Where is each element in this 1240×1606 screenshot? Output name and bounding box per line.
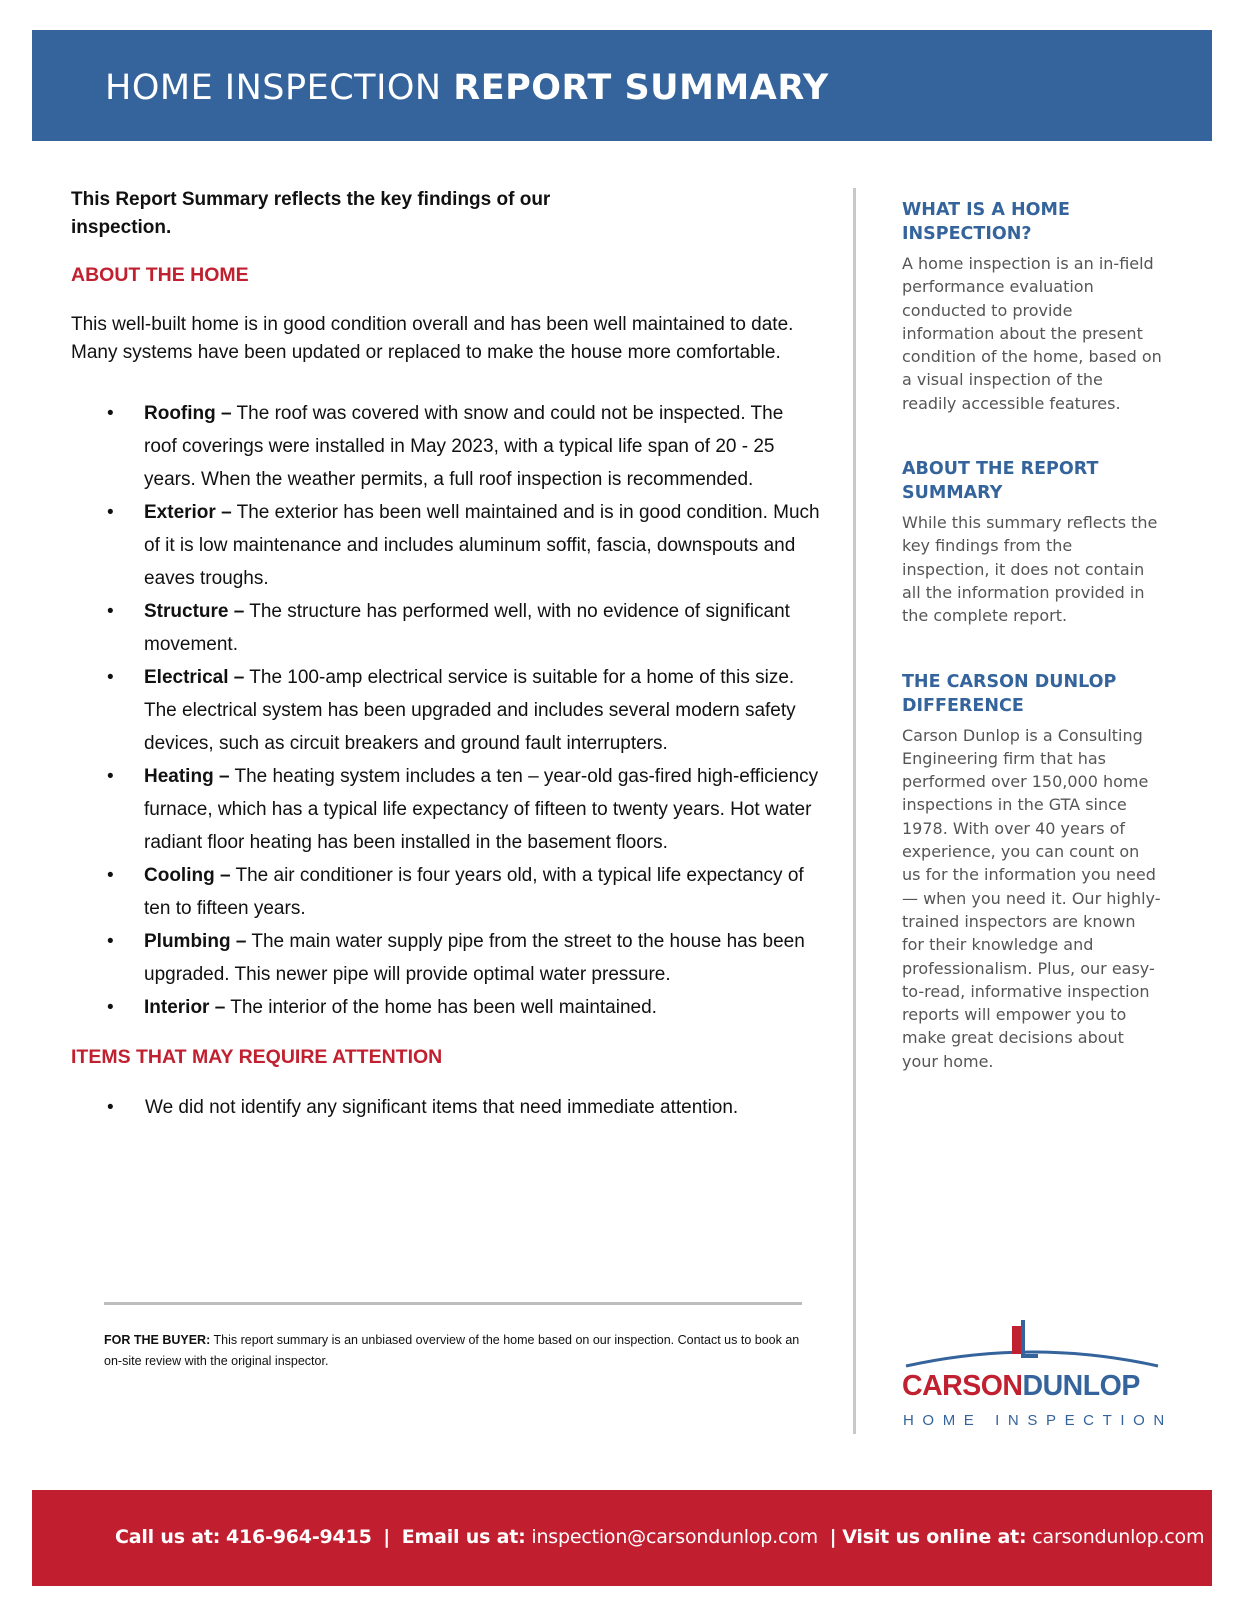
logo-roof-icon: [902, 1318, 1162, 1370]
sidebar-block-what-is: [902, 198, 1162, 415]
finding-item-structure: [71, 595, 821, 661]
sidebar-heading: ABOUT THE REPORT SUMMARY: [902, 459, 1099, 504]
carson-dunlop-logo: [902, 1318, 1173, 1429]
footer-call-label: Call us at:: [115, 1526, 221, 1548]
finding-term: Roofing –: [144, 403, 232, 424]
bullet-icon: •: [107, 502, 114, 523]
bullet-icon: •: [107, 865, 114, 886]
finding-term: Structure –: [144, 601, 245, 622]
attention-item-text: We did not identify any significant items that need immediate attention.: [145, 1097, 739, 1118]
horizontal-divider: [104, 1302, 802, 1305]
finding-term: Cooling –: [144, 865, 231, 886]
finding-item-plumbing: [71, 925, 821, 991]
finding-text: The heating system includes a ten – year-old gas-fired high-efficiency furnace, which has a typical life expectancy of fifteen to twenty years. Hot water radiant floor heating has been installed in the basement floors.: [144, 766, 819, 853]
finding-item-electrical: [71, 661, 821, 760]
bullet-icon: •: [107, 667, 114, 688]
finding-term: Exterior –: [144, 502, 232, 523]
bullet-icon: •: [107, 1097, 114, 1118]
about-paragraph: This well-built home is in good condition overall and has been well maintained to date. Many systems have been updated or replaced to make the house more comfortable.: [71, 314, 794, 363]
footer-contact: [115, 1526, 1204, 1548]
findings-list: [71, 397, 821, 1024]
bullet-icon: •: [107, 601, 114, 622]
finding-term: Plumbing –: [144, 931, 247, 952]
logo-wordmark: [902, 1370, 1140, 1403]
finding-item-cooling: [71, 859, 821, 925]
vertical-divider: [853, 188, 856, 1434]
attention-list: [71, 1091, 821, 1124]
sidebar: [902, 198, 1162, 1073]
finding-text: The 100-amp electrical service is suitable for a home of this size. The electrical system has been upgraded and includes several modern safety devices, such as circuit breakers and ground fault interrupters.: [144, 667, 796, 754]
bullet-icon: •: [107, 931, 114, 952]
footer-website-link[interactable]: carsondunlop.com: [1032, 1526, 1205, 1548]
finding-text: The interior of the home has been well maintained.: [225, 997, 657, 1018]
page-title: [105, 68, 829, 108]
finding-item-interior: [71, 991, 821, 1024]
buyer-note-label: FOR THE BUYER:: [104, 1333, 211, 1347]
logo-word-dunlop: DUNLOP: [1022, 1370, 1140, 1402]
finding-text: The roof was covered with snow and could not be inspected. The roof coverings were installed in May 2023, with a typical life span of 20 - 25 years. When the weather permits, a full roof inspection is recommended.: [144, 403, 784, 490]
logo-word-carson: CARSON: [902, 1370, 1023, 1402]
finding-text: The air conditioner is four years old, with a typical life expectancy of ten to fifteen years.: [144, 865, 804, 919]
page-title-bold: REPORT SUMMARY: [453, 68, 829, 108]
sidebar-text: While this summary reflects the key findings from the inspection, it does not contain all the information provided in the complete report.: [902, 513, 1158, 626]
sidebar-text: Carson Dunlop is a Consulting Engineering firm that has performed over 150,000 home inspections in the GTA since 1978. With over 40 years of experience, you can count on us for the information you need — when you need it. Our highly-trained inspectors are known for their knowledge and professionalism. Plus, our easy-to-read, informative inspection reports will empower you to make great decisions about your home.: [902, 725, 1161, 1071]
sidebar-heading: THE CARSON DUNLOP DIFFERENCE: [902, 671, 1117, 716]
footer-separator: |: [383, 1526, 391, 1548]
intro-text: This Report Summary reflects the key findings of our inspection.: [71, 189, 551, 238]
attention-heading: ITEMS THAT MAY REQUIRE ATTENTION: [71, 1046, 443, 1068]
footer-separator: |: [829, 1526, 837, 1548]
footer-email-label: Email us at:: [401, 1526, 526, 1548]
finding-text: The exterior has been well maintained and is in good condition. Much of it is low maintenance and includes aluminum soffit, fascia, downspouts and eaves troughs.: [144, 502, 820, 589]
finding-text: The structure has performed well, with no evidence of significant movement.: [144, 601, 790, 655]
sidebar-heading: WHAT IS A HOME INSPECTION?: [902, 200, 1070, 244]
footer-web-label: Visit us online at:: [842, 1526, 1027, 1548]
bullet-icon: •: [107, 766, 114, 787]
finding-item-exterior: [71, 496, 821, 595]
page-title-light: HOME INSPECTION: [105, 68, 442, 108]
finding-term: Heating –: [144, 766, 230, 787]
attention-item: [71, 1091, 821, 1124]
about-heading: ABOUT THE HOME: [71, 264, 249, 286]
footer-phone[interactable]: 416-964-9415: [226, 1526, 372, 1548]
finding-item-roofing: [71, 397, 821, 496]
bullet-icon: •: [107, 997, 114, 1018]
buyer-note: [104, 1330, 804, 1372]
footer-bar: [32, 1490, 1212, 1586]
logo-subtitle: HOME INSPECTION: [903, 1412, 1173, 1429]
footer-email-link[interactable]: inspection@carsondunlop.com: [531, 1526, 818, 1548]
finding-term: Electrical –: [144, 667, 245, 688]
main-content: [71, 186, 821, 1124]
sidebar-block-about-report: [902, 457, 1162, 627]
bullet-icon: •: [107, 403, 114, 424]
sidebar-block-difference: [902, 670, 1162, 1073]
finding-term: Interior –: [144, 997, 226, 1018]
buyer-note-text: This report summary is an unbiased overview of the home based on our inspection. Contact us to book an on-site review with the original inspector.: [104, 1333, 800, 1368]
finding-item-heating: [71, 760, 821, 859]
header-bar: [32, 30, 1212, 141]
finding-text: The main water supply pipe from the street to the house has been upgraded. This newer pipe will provide optimal water pressure.: [144, 931, 805, 985]
sidebar-text: A home inspection is an in-field performance evaluation conducted to provide information about the present condition of the home, based on a visual inspection of the readily accessible features.: [902, 254, 1162, 413]
